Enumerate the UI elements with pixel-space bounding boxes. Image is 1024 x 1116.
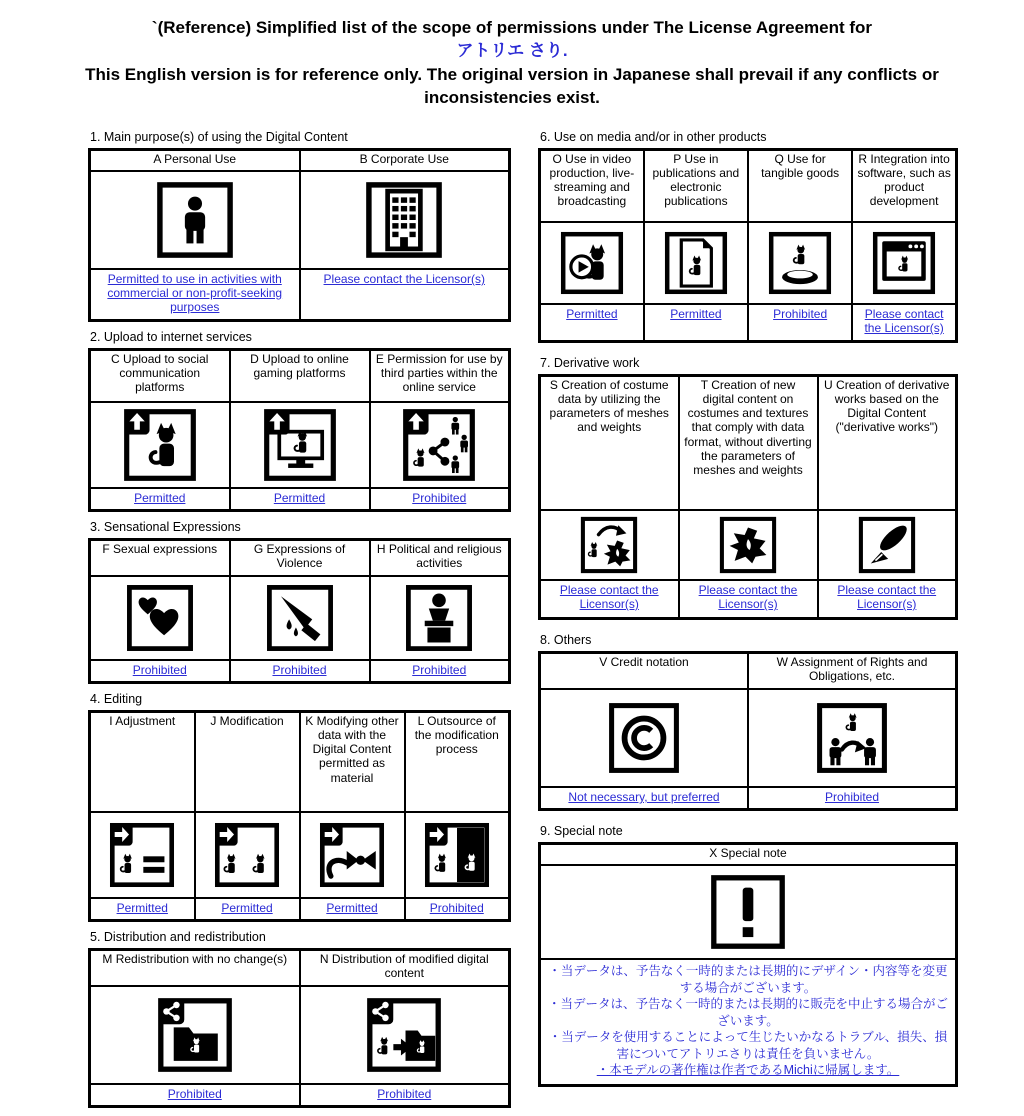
material-bow-icon xyxy=(319,822,385,888)
cell-icon xyxy=(818,510,957,580)
share-folder-icon xyxy=(157,997,233,1073)
cell-status xyxy=(90,269,300,321)
cell-icon xyxy=(852,222,956,304)
adjust-equal-icon xyxy=(109,822,175,888)
table-media-products xyxy=(538,148,958,343)
cell-icon xyxy=(230,576,370,660)
tangible-goods-icon xyxy=(768,231,832,295)
pen-icon xyxy=(858,516,916,574)
cell-icon xyxy=(405,812,510,898)
upload-thirdparty-icon xyxy=(402,408,476,482)
knife-icon xyxy=(266,584,334,652)
publication-document-icon xyxy=(664,231,728,295)
section-others xyxy=(538,633,958,811)
cell-icon xyxy=(90,171,300,269)
cell-status xyxy=(852,304,956,342)
building-icon xyxy=(365,181,443,259)
status-text: Permitted xyxy=(670,307,722,321)
status-text: Permitted xyxy=(134,491,186,505)
table-upload xyxy=(88,348,511,512)
section-label: 9. Special note xyxy=(540,824,623,838)
cell-icon xyxy=(300,171,510,269)
section-label: 8. Others xyxy=(540,633,592,647)
upload-gaming-icon xyxy=(263,408,337,482)
cell-status xyxy=(300,269,510,321)
podium-speaker-icon xyxy=(405,584,473,652)
status-text: Permitted xyxy=(116,901,168,915)
status-text: Prohibited xyxy=(429,901,484,915)
status-text: Prohibited xyxy=(132,663,187,677)
costume-creation-icon xyxy=(580,516,638,574)
table-others xyxy=(538,651,958,811)
cell-header: G Expressions of Violence xyxy=(230,540,370,577)
note-line: ・当データは、予告なく一時的または長期的に販売を中止する場合がございます。 xyxy=(547,997,948,1028)
cell-header: T Creation of new digital content on costumes and textures that comply with data format, without diverting the parameters of meshes and weights xyxy=(679,376,818,511)
cell-status xyxy=(300,898,405,921)
person-icon xyxy=(156,181,234,259)
cell-icon xyxy=(300,986,510,1084)
cell-icon xyxy=(195,812,300,898)
section-label: 7. Derivative work xyxy=(540,356,640,370)
cell-status xyxy=(679,580,818,619)
rights-transfer-icon xyxy=(816,702,888,774)
cell-header: E Permission for use by third parties within the online service xyxy=(370,350,510,403)
table-main-purpose xyxy=(88,148,511,322)
section-label: 2. Upload to internet services xyxy=(90,330,252,344)
cell-header: D Upload to online gaming platforms xyxy=(230,350,370,403)
section-sensational xyxy=(88,520,511,684)
section-derivative xyxy=(538,356,958,620)
cell-header: W Assignment of Rights and Obligations, etc. xyxy=(748,653,957,690)
note-line: ・当データを使用することによって生じたいかなるトラブル、損失、損害についてアトリエさりは責任を負いません。 xyxy=(548,1030,948,1061)
copyright-icon xyxy=(608,702,680,774)
cell-header: M Redistribution with no change(s) xyxy=(90,950,300,987)
status-text: Permitted to use in activities with commercial or non-profit-seeking purposes xyxy=(107,272,283,315)
status-text: Prohibited xyxy=(167,1087,222,1101)
cell-header: K Modifying other data with the Digital Content permitted as material xyxy=(300,712,405,813)
status-text: Prohibited xyxy=(412,663,467,677)
section-label: 5. Distribution and redistribution xyxy=(90,930,266,944)
cell-status xyxy=(230,488,370,511)
cell-status xyxy=(540,580,679,619)
cell-header: X Special note xyxy=(540,844,957,866)
status-text: Please contact the Licensor(s) xyxy=(323,272,485,286)
status-text: Prohibited xyxy=(773,307,828,321)
cell-header: U Creation of derivative works based on the Digital Content ("derivative works") xyxy=(818,376,957,511)
status-text: Please contact the Licensor(s) xyxy=(864,307,944,336)
cell-status xyxy=(644,304,748,342)
software-window-icon xyxy=(872,231,936,295)
table-special-note xyxy=(538,842,958,1087)
cell-header: A Personal Use xyxy=(90,150,300,172)
cell-icon xyxy=(90,576,230,660)
cell-status xyxy=(195,898,300,921)
video-play-cat-icon xyxy=(560,231,624,295)
right-column xyxy=(538,130,958,1100)
status-text: Please contact the Licensor(s) xyxy=(837,583,937,612)
cell-header: P Use in publications and electronic publications xyxy=(644,150,748,223)
section-label: 4. Editing xyxy=(90,692,143,706)
cell-icon xyxy=(748,689,957,787)
cell-status xyxy=(818,580,957,619)
cell-header: F Sexual expressions xyxy=(90,540,230,577)
costume-fabric-icon xyxy=(719,516,777,574)
cell-icon xyxy=(540,689,749,787)
table-derivative xyxy=(538,374,958,620)
modification-cats-icon xyxy=(214,822,280,888)
cell-icon xyxy=(300,812,405,898)
cell-header: J Modification xyxy=(195,712,300,813)
left-column xyxy=(88,130,511,1116)
cell-icon xyxy=(90,986,300,1084)
cell-icon xyxy=(230,402,370,488)
title-line-3: This English version is for reference only. The original version in Japanese shall prevail if any conflicts or inconsistencies exist. xyxy=(85,64,939,108)
table-distribution xyxy=(88,948,511,1108)
title-product-name: アトリエ さり. xyxy=(456,41,568,61)
cell-header: S Creation of costume data by utilizing the parameters of meshes and weights xyxy=(540,376,679,511)
cell-status xyxy=(370,660,510,683)
cell-header: B Corporate Use xyxy=(300,150,510,172)
status-text: Prohibited xyxy=(272,663,327,677)
cell-icon xyxy=(370,402,510,488)
title-line-1: `(Reference) Simplified list of the scope of permissions under The License Agreement for xyxy=(151,18,873,37)
exclamation-icon xyxy=(710,874,786,950)
cell-icon xyxy=(679,510,818,580)
hearts-icon xyxy=(126,584,194,652)
cell-notes xyxy=(540,959,957,1085)
cell-status xyxy=(540,787,749,810)
status-text: Permitted xyxy=(221,901,273,915)
section-upload xyxy=(88,330,511,512)
cell-status xyxy=(90,660,230,683)
cell-status xyxy=(370,488,510,511)
cell-header: L Outsource of the modification process xyxy=(405,712,510,813)
section-special-note xyxy=(538,824,958,1087)
cell-header: V Credit notation xyxy=(540,653,749,690)
status-text: Prohibited xyxy=(412,491,467,505)
section-main-purpose xyxy=(88,130,511,322)
cell-icon xyxy=(540,222,644,304)
cell-icon xyxy=(540,865,957,959)
status-text: Prohibited xyxy=(824,790,880,804)
status-text: Please contact the Licensor(s) xyxy=(698,583,798,612)
cell-status xyxy=(300,1084,510,1107)
section-label: 3. Sensational Expressions xyxy=(90,520,241,534)
outsource-icon xyxy=(424,822,490,888)
cell-icon xyxy=(540,510,679,580)
share-modified-folder-icon xyxy=(366,997,442,1073)
section-media-products xyxy=(538,130,958,343)
upload-social-icon xyxy=(123,408,197,482)
section-distribution xyxy=(88,930,511,1108)
cell-header: Q Use for tangible goods xyxy=(748,150,852,223)
cell-status xyxy=(748,304,852,342)
cell-header: C Upload to social communication platforms xyxy=(90,350,230,403)
note-line: ・当データは、予告なく一時的または長期的にデザイン・内容等を変更する場合がございます。 xyxy=(548,964,948,995)
cell-icon xyxy=(748,222,852,304)
cell-header: R Integration into software, such as product development xyxy=(852,150,956,223)
cell-status xyxy=(90,1084,300,1107)
cell-status xyxy=(230,660,370,683)
cell-icon xyxy=(370,576,510,660)
table-sensational xyxy=(88,538,511,684)
status-text: Not necessary, but preferred xyxy=(568,790,720,804)
cell-icon xyxy=(644,222,748,304)
status-text: Permitted xyxy=(566,307,618,321)
page-title xyxy=(70,16,954,110)
cell-status xyxy=(540,304,644,342)
cell-header: I Adjustment xyxy=(90,712,195,813)
status-text: Permitted xyxy=(326,901,378,915)
status-text: Permitted xyxy=(273,491,326,505)
cell-icon xyxy=(90,402,230,488)
cell-header: O Use in video production, live-streaming and broadcasting xyxy=(540,150,644,223)
cell-status xyxy=(90,898,195,921)
section-label: 1. Main purpose(s) of using the Digital Content xyxy=(90,130,348,144)
cell-status xyxy=(748,787,957,810)
status-text: Please contact the Licensor(s) xyxy=(559,583,659,612)
cell-status xyxy=(90,488,230,511)
note-line-copyright: ・本モデルの著作権は作者であるMichiに帰属します。 xyxy=(596,1063,900,1077)
cell-icon xyxy=(90,812,195,898)
section-editing xyxy=(88,692,511,922)
table-editing xyxy=(88,710,511,922)
cell-status xyxy=(405,898,510,921)
cell-header: H Political and religious activities xyxy=(370,540,510,577)
cell-header: N Distribution of modified digital content xyxy=(300,950,510,987)
status-text: Prohibited xyxy=(377,1087,432,1101)
section-label: 6. Use on media and/or in other products xyxy=(540,130,767,144)
